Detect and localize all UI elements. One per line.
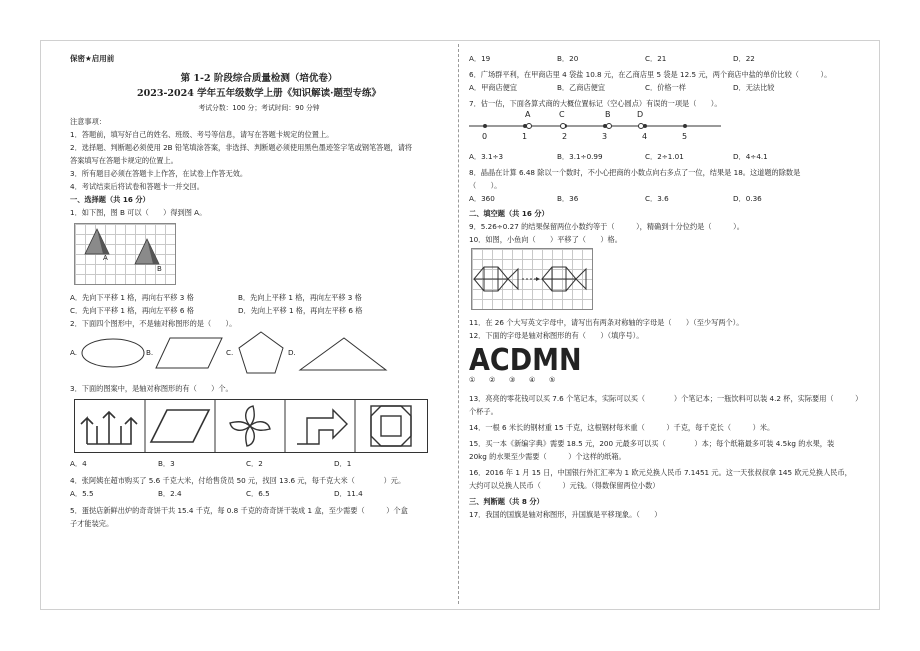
section-fill-title: 二、填空题（共 16 分）	[469, 209, 549, 218]
exam-meta: 考试分数：100 分；考试时间：90 分钟	[198, 104, 320, 112]
q1-options-row1	[70, 291, 448, 304]
q10-fish-grid	[471, 248, 593, 310]
q1-triangles	[75, 224, 175, 284]
q2-stem: 2．下面四个图形中，不是轴对称图形的是（ ）。	[70, 319, 237, 328]
q4-option-d[interactable]: D．11.4	[334, 489, 363, 498]
q1-label-b: B	[157, 265, 162, 273]
q2-parallelogram-shape	[154, 336, 224, 370]
q3-pinwheel-pattern	[230, 406, 270, 446]
q8-option-b[interactable]: B．36	[557, 194, 579, 203]
q2-label-a: A.	[70, 348, 78, 357]
q4-options	[70, 487, 448, 500]
q9-stem: 9．5.26÷0.27 的结果保留两位小数约等于（ ），精确到十分位约是（ ）。	[469, 222, 744, 231]
q7-option-d[interactable]: D．4÷4.1	[733, 152, 768, 161]
q2-pentagon-shape	[236, 330, 286, 376]
q4-option-a[interactable]: A．5.5	[70, 489, 94, 498]
q7-point-c: C	[559, 110, 565, 119]
q15-stem-cont: 20kg 的水果至少需要（ ）个这样的纸箱。	[469, 452, 626, 461]
q1-options-row2	[70, 304, 448, 317]
q4-option-c[interactable]: C．6.5	[246, 489, 270, 498]
q7-option-c[interactable]: C．2÷1.01	[645, 152, 684, 161]
exam-subtitle: 2023-2024 学年五年级数学上册《知识解读·题型专练》	[137, 88, 381, 99]
q6-option-b[interactable]: B．乙商店便宜	[557, 83, 606, 92]
q5-option-a[interactable]: A．19	[469, 54, 491, 63]
q7-stem: 7．估一估，下面各算式商的大概位置标记（空心圆点）有误的一项是（ ）。	[469, 99, 722, 108]
q7-tick-1: 1	[522, 132, 528, 141]
q13-stem-cont: 个杯子。	[469, 407, 498, 416]
q2-label-c: C.	[226, 348, 234, 357]
q7-tick-0: 0	[482, 132, 488, 141]
q7-number-line-svg	[469, 110, 729, 150]
q2-shapes	[70, 330, 448, 378]
q10-stem: 10．如图，小鱼向（ ）平移了（ ）格。	[469, 235, 622, 244]
q3-option-a[interactable]: A．4	[70, 459, 87, 468]
q13-stem: 13．亮亮的零花钱可以买 7.6 个笔记本，实际可以买（ ）个笔记本；一瓶饮料可以装 4.2 杯，实际要用（ ）	[469, 394, 863, 403]
q17-stem: 17．我国的国旗是轴对称图形，升国旗是平移现象。（ ）	[469, 510, 662, 519]
q11-stem: 11．在 26 个大写英文字母中，请写出有两条对称轴的字母是（ ）（至少写两个）。	[469, 318, 744, 327]
q3-option-b[interactable]: B．3	[158, 459, 175, 468]
q1-option-b[interactable]: B．先向上平移 1 格，再向左平移 3 格	[238, 293, 362, 302]
q12-letters: ACDMN	[469, 343, 582, 378]
q8-option-c[interactable]: C．3.6	[645, 194, 669, 203]
q7-point-d: D	[637, 110, 644, 119]
q3-patterns	[74, 399, 428, 453]
q12-num-2: ②	[489, 376, 496, 384]
q7-tick-2: 2	[562, 132, 568, 141]
note-4: 4．考试结束后将试卷和答题卡一并交回。	[70, 182, 204, 191]
q4-option-b[interactable]: B．2.4	[158, 489, 182, 498]
column-divider	[458, 44, 459, 604]
q6-option-c[interactable]: C．价格一样	[645, 83, 686, 92]
q3-options	[70, 457, 448, 470]
q6-options	[469, 81, 849, 94]
q16-stem: 16．2016 年 1 月 15 日，中国银行外汇汇率为 1 欧元兑换人民币 7.1451 元。这一天张叔叔拿 145 欧元兑换人民币，	[469, 468, 852, 477]
section-judge-title: 三、判断题（共 8 分）	[469, 497, 544, 506]
q4-stem: 4．张阿姨在超市购买了 5.6 千克大米，付给售货员 50 元，找回 13.6 元，每千克大米（ ）元。	[70, 476, 406, 485]
q5-stem: 5．蛋挞店新鲜出炉的奇奇饼干共 15.4 千克，每 0.8 千克的奇奇饼干装成 1 盒，至少需要（ ）个盒	[70, 506, 408, 515]
q12-num-3: ③	[509, 376, 516, 384]
q3-arrows-pattern	[81, 412, 137, 444]
q2-triangle-shape	[298, 336, 388, 372]
q7-option-b[interactable]: B．3.1÷0.99	[557, 152, 603, 161]
notes-title: 注意事项：	[70, 117, 106, 126]
q12-num-1: ①	[469, 376, 476, 384]
q10-fish-svg	[472, 249, 592, 309]
q2-ellipse-shape	[80, 336, 146, 370]
q2-label-b: B.	[146, 348, 154, 357]
q8-option-a[interactable]: A．360	[469, 194, 495, 203]
left-column	[70, 52, 448, 530]
q12-stem: 12．下面的字母是轴对称图形的有（ ）（填序号）。	[469, 331, 644, 340]
q1-stem: 1．如下图，图 B 可以（ ）得到图 A。	[70, 208, 207, 217]
note-3: 3．所有题目必须在答题卡上作答，在试卷上作答无效。	[70, 169, 248, 178]
q6-option-d[interactable]: D．无法比较	[733, 83, 775, 92]
q7-tick-5: 5	[682, 132, 688, 141]
q5-stem-cont: 子才能装完。	[70, 519, 114, 528]
q3-stem: 3．下面的图案中，是轴对称图形的有（ ）个。	[70, 384, 233, 393]
q5-option-b[interactable]: B．20	[557, 54, 579, 63]
q1-option-c[interactable]: C．先向下平移 1 格，再向左平移 6 格	[70, 306, 194, 315]
q3-octagon-pattern	[371, 406, 411, 446]
q7-tick-4: 4	[642, 132, 648, 141]
note-2: 2．选择题、判断题必须使用 2B 铅笔填涂答案，非选择、判断题必须使用黑色墨迹签字笔或钢笔答题，请将	[70, 143, 413, 152]
q7-point-a: A	[525, 110, 531, 119]
q7-tick-3: 3	[602, 132, 608, 141]
q8-stem: 8．晶晶在计算 6.48 除以一个数时，不小心把商的小数点向右多点了一位，结果是 18。这道题的除数是	[469, 168, 801, 177]
q5-options	[469, 52, 849, 65]
q7-point-b: B	[605, 110, 611, 119]
q8-options	[469, 192, 849, 205]
q2-label-d: D.	[288, 348, 296, 357]
q3-arrow-path-pattern	[297, 410, 347, 444]
q7-options	[469, 150, 849, 163]
q3-parallelogram-pattern	[151, 410, 209, 442]
q5-option-c[interactable]: C．21	[645, 54, 667, 63]
q7-number-line	[469, 110, 729, 150]
note-2-cont: 答案填写在答题卡规定的位置上。	[70, 156, 178, 165]
secret-mark: 保密★启用前	[70, 54, 115, 63]
q7-option-a[interactable]: A．3.1÷3	[469, 152, 504, 161]
q8-stem-cont: （ ）。	[469, 181, 502, 190]
q1-option-a[interactable]: A．先向下平移 1 格，再向右平移 3 格	[70, 293, 194, 302]
q1-grid-figure	[74, 223, 176, 285]
q12-numbers	[469, 376, 849, 384]
q5-option-d[interactable]: D．22	[733, 54, 755, 63]
q12-num-5: ⑤	[549, 376, 556, 384]
q6-option-a[interactable]: A．甲商店便宜	[469, 83, 518, 92]
q3-pattern-svg	[75, 400, 427, 452]
q12-num-4: ④	[529, 376, 536, 384]
q3-option-c[interactable]: C．2	[246, 459, 263, 468]
q8-option-d[interactable]: D．0.36	[733, 194, 762, 203]
exam-title: 第 1-2 阶段综合质量检测（培优卷）	[180, 73, 338, 84]
q1-option-d[interactable]: D．先向上平移 1 格，再向左平移 6 格	[238, 306, 363, 315]
note-1: 1．答题前，填写好自己的姓名、班级、考号等信息，请写在答题卡规定的位置上。	[70, 130, 334, 139]
right-column	[469, 52, 863, 521]
q6-stem: 6．广场群平利，在甲商店里 4 袋盐 10.8 元，在乙商店里 5 袋是 12.5 元，两个商店中盐的单价比较（ ）。	[469, 70, 832, 79]
q1-label-a: A	[103, 254, 108, 262]
section-choice-title: 一、选择题（共 16 分）	[70, 195, 150, 204]
q15-stem: 15．买一本《新编字典》需要 18.5 元，200 元最多可以买（ ）本；每个纸箱最多可装 4.5kg 的水果，装	[469, 439, 835, 448]
q16-stem-cont: 大约可以兑换人民币（ ）元钱。（得数保留两位小数）	[469, 481, 660, 490]
q14-stem: 14．一根 6 米长的钢材重 15 千克，这根钢材每米重（ ）千克，每千克长（ ）米。	[469, 423, 775, 432]
q3-option-d[interactable]: D．1	[334, 459, 352, 468]
